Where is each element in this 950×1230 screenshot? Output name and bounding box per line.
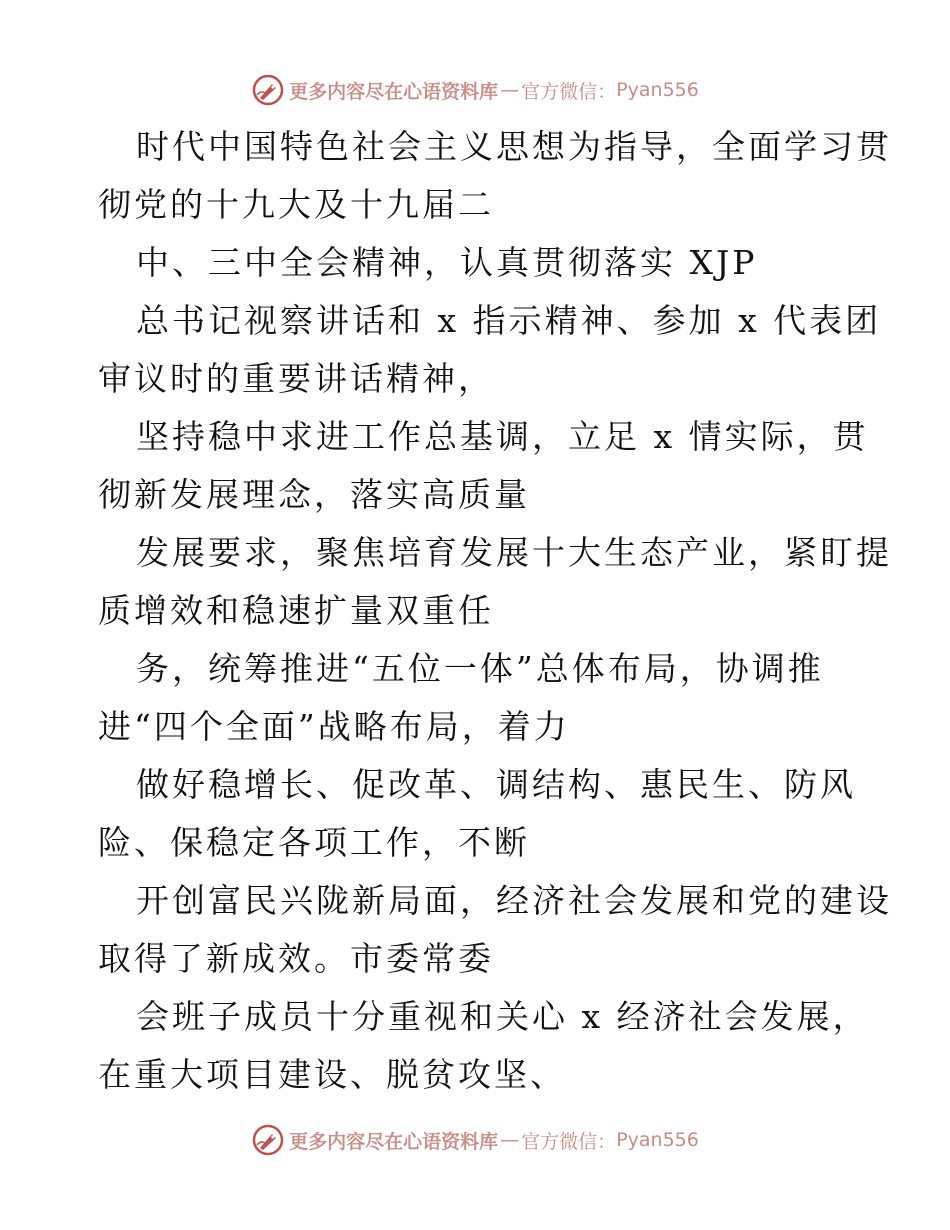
text-line: 发展要求，聚焦培育发展十大生态产业，紧盯提 — [136, 533, 892, 572]
paragraph — [98, 988, 869, 1104]
watermark-id: Pyan556 — [616, 79, 699, 101]
pen-nib-logo-icon — [251, 73, 285, 107]
text-line: 时代中国特色社会主义思想为指导，全面学习贯 — [136, 127, 892, 166]
paragraph — [98, 118, 892, 234]
watermark-label: 官方微信： — [521, 1130, 617, 1153]
text-line: 彻新发展理念，落实高质量 — [98, 475, 530, 514]
footer-watermark — [0, 1122, 950, 1158]
paragraph — [98, 524, 892, 640]
text-line: 在重大项目建设、脱贫攻坚、 — [98, 1055, 566, 1094]
text-line: 做好稳增长、促改革、调结构、惠民生、防风 — [136, 765, 856, 804]
text-line: 彻党的十九大及十九届二 — [98, 185, 494, 224]
text-line: 坚持稳中求进工作总基调，立足 x 情实际，贯 — [136, 417, 869, 456]
watermark-id: Pyan556 — [616, 1129, 699, 1151]
text-line: 总书记视察讲话和 x 指示精神、参加 x 代表团 — [136, 301, 882, 340]
watermark-text: 更多内容尽在心语资料库 — [289, 1130, 499, 1153]
document-body — [98, 118, 892, 1104]
watermark-label: 官方微信： — [521, 80, 617, 103]
watermark-separator: — — [500, 1129, 520, 1151]
text-line: 进“四个全面”战略布局，着力 — [98, 707, 570, 746]
text-line: 审议时的重要讲话精神， — [98, 359, 494, 398]
text-line: 中、三中全会精神，认真贯彻落实 XJP — [136, 243, 758, 282]
header-watermark — [0, 72, 950, 108]
text-line: 质增效和稳速扩量双重任 — [98, 591, 494, 630]
paragraph — [98, 292, 882, 408]
text-line: 取得了新成效。市委常委 — [98, 939, 494, 978]
text-line: 务，统筹推进“五位一体”总体布局，协调推 — [136, 649, 824, 688]
paragraph — [98, 234, 858, 292]
pen-nib-logo-icon — [251, 1123, 285, 1157]
paragraph — [98, 408, 869, 524]
text-line: 会班子成员十分重视和关心 x 经济社会发展， — [136, 997, 869, 1036]
text-line: 开创富民兴陇新局面，经济社会发展和党的建设 — [136, 881, 892, 920]
text-line: 险、保稳定各项工作，不断 — [98, 823, 530, 862]
paragraph — [98, 872, 892, 988]
paragraph — [98, 756, 858, 872]
paragraph — [98, 640, 858, 756]
watermark-text: 更多内容尽在心语资料库 — [289, 80, 499, 103]
watermark-separator: — — [500, 79, 520, 101]
